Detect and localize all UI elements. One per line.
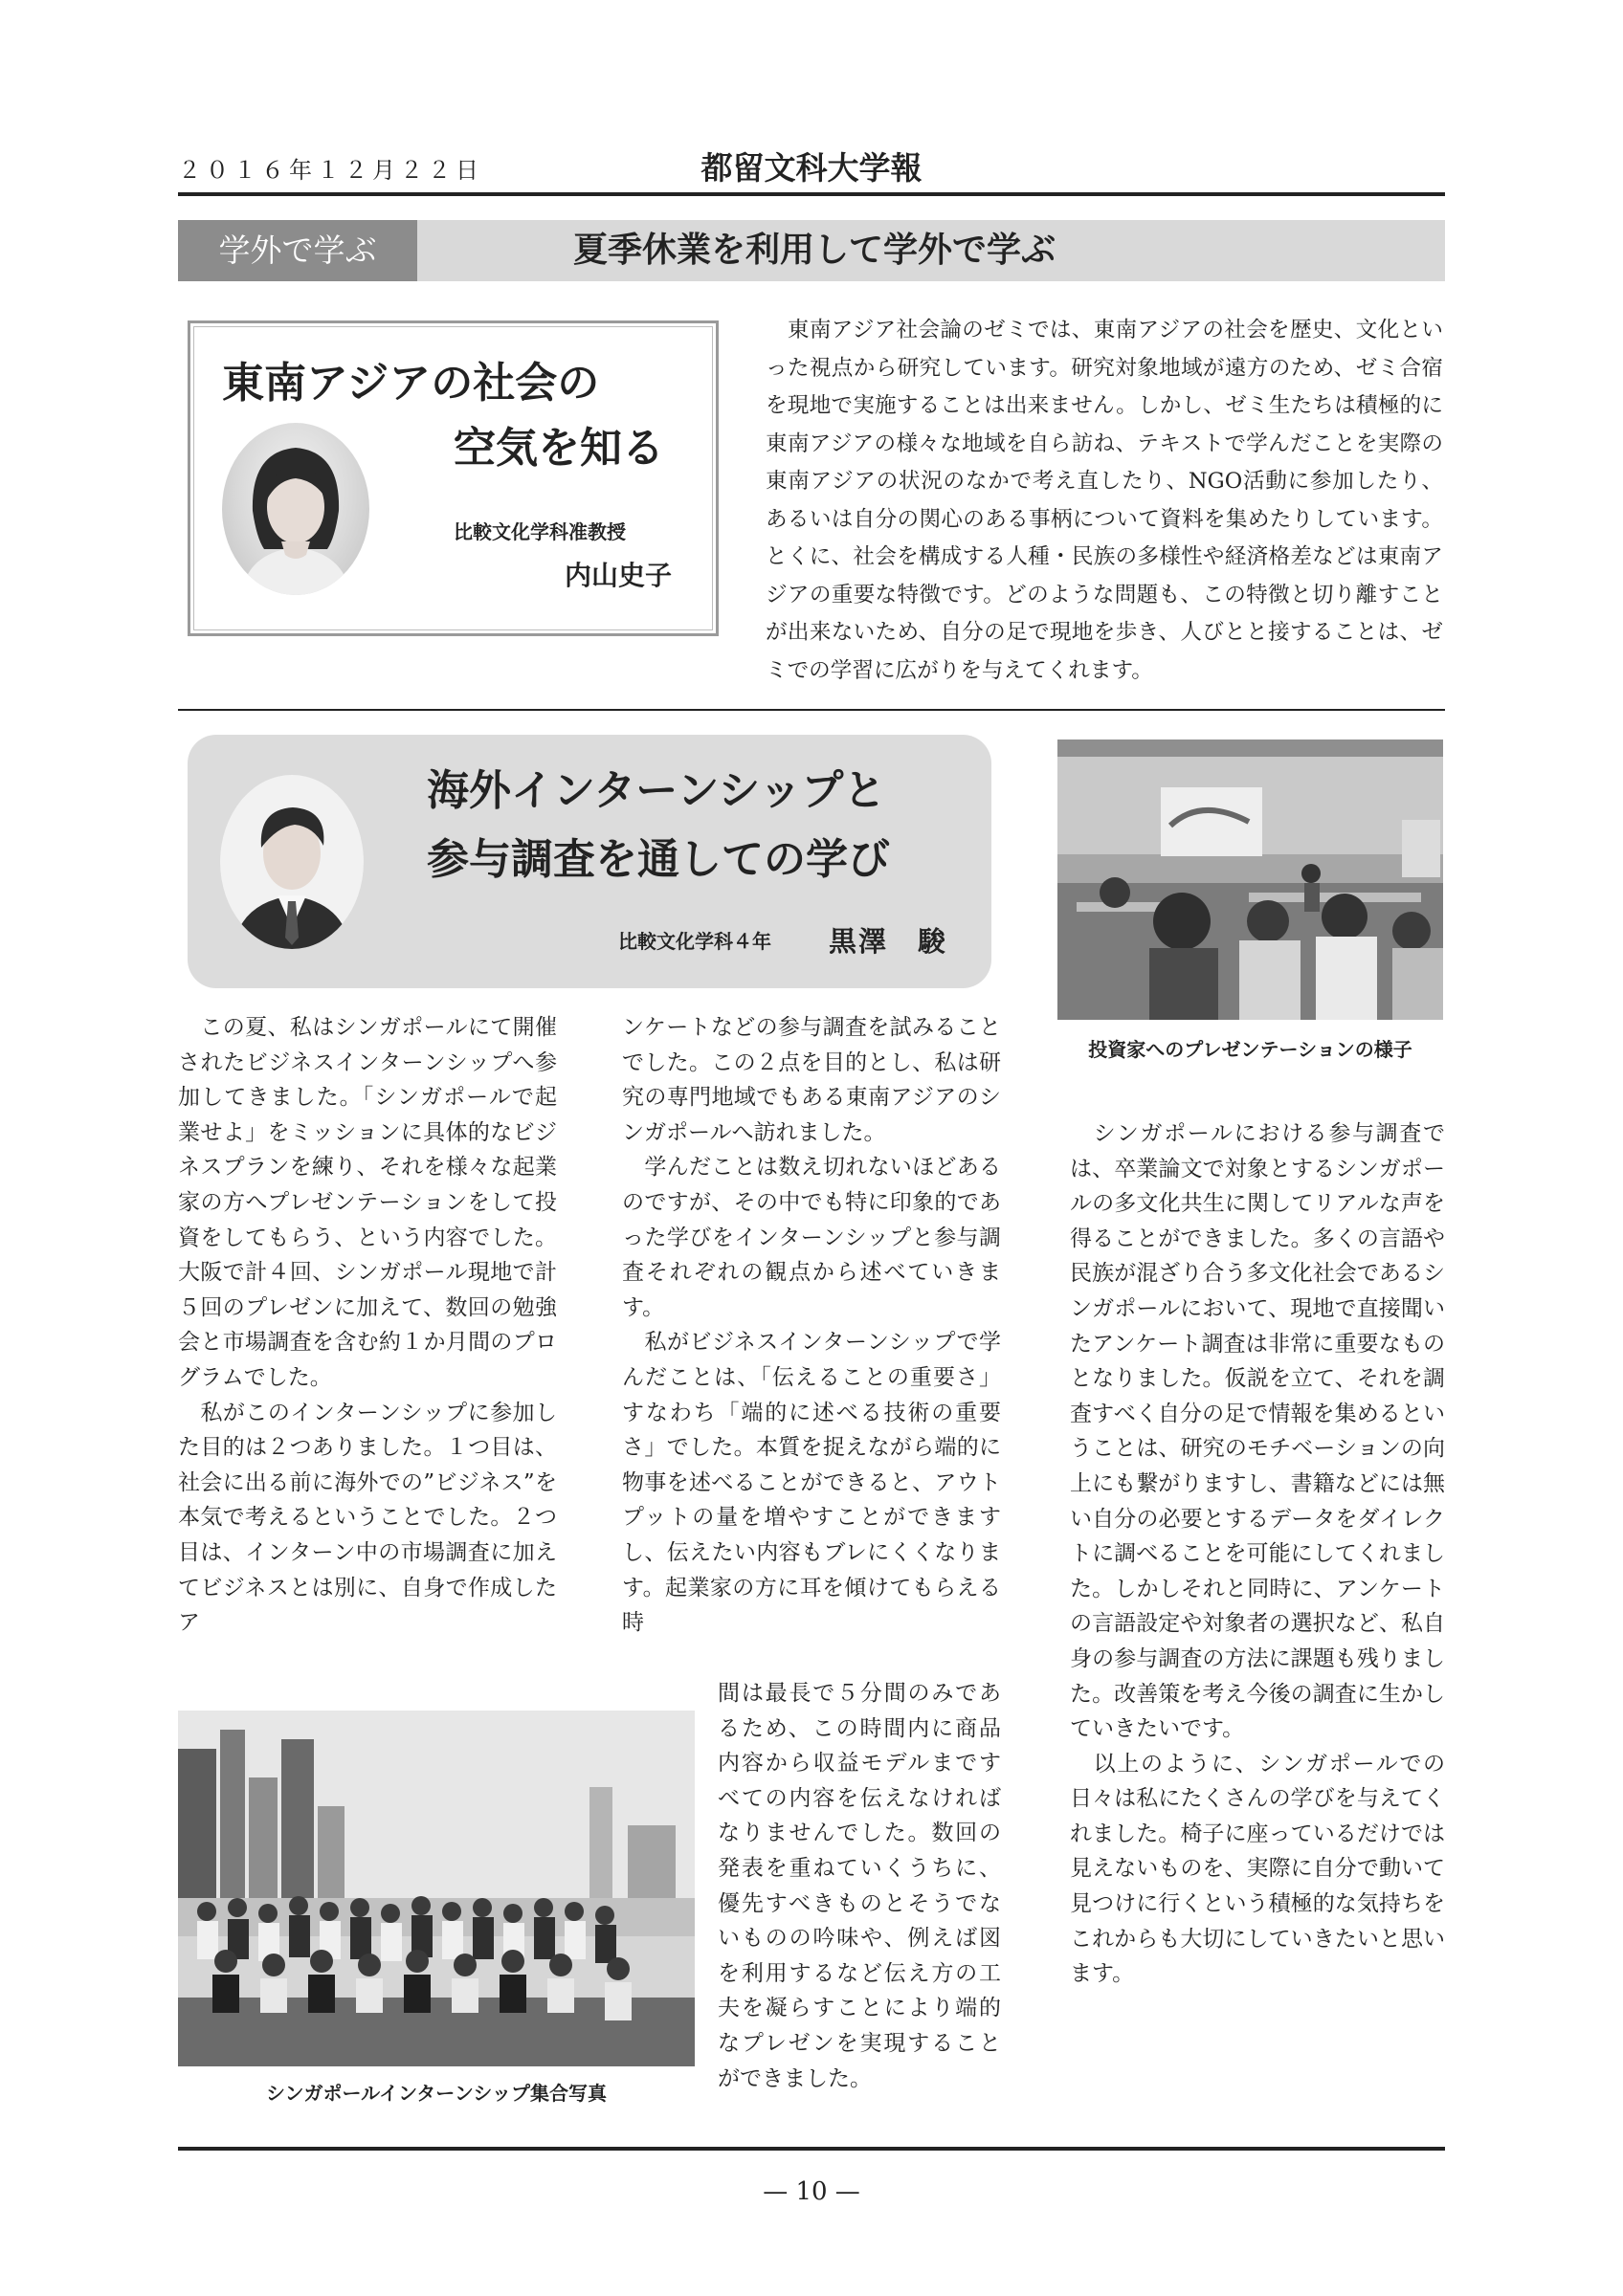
article1-author-role: 比較文化学科准教授: [454, 520, 626, 543]
article2-author-name: 黒澤 駿: [829, 925, 948, 958]
section-divider: [178, 709, 1445, 711]
footer-rule: [178, 2147, 1445, 2151]
header-rule: [178, 192, 1445, 196]
article1-title-line2: 空気を知る: [454, 424, 664, 473]
group-photo: [178, 1711, 695, 2066]
issue-date: ２０１６年１２月２２日: [178, 157, 483, 184]
article2-column2-continued: [718, 1676, 1001, 2096]
article2-column2: [622, 1010, 1001, 1641]
article1-author-portrait: [222, 423, 369, 595]
article2-title-line1: 海外インターンシップと: [427, 766, 886, 815]
article2-title-line2: 参与調査を通しての学び: [427, 835, 890, 884]
article2-column1-text: この夏、私はシンガポールにて開催されたビジネスインターンシップへ参加してきました。「シンガポールで起業せよ」をミッションに具体的なビジネスプランを練り、それを様々な起業家の方へプレゼンテーションをして投資をしてもらう、という内容でした。大阪で計４回、シンガポール現地で計５回のプレゼンに加えて、数回の勉強会と市場調査を含む約１か月間のプログラムでした。 私がこのインターンシップに参加した目的は２つありました。１つ目は、社会に出る前に海外での”ビジネス”を本気で考えるということでした。２つ目は、インターン中の市場調査に加えてビジネスとは別に、自身で作成したア: [178, 1015, 557, 1636]
article2-column3: [1070, 1116, 1445, 1992]
article1-body: 東南アジア社会論のゼミでは、東南アジアの社会を歴史、文化といった視点から研究しています。研究対象地域が遠方のため、ゼミ合宿を現地で実施することは出来ません。しかし、ゼミ生たちは積極的に東南アジアの様々な地域を自ら訪ね、テキストで学んだことを実際の東南アジアの状況のなかで考え直したり、NGO活動に参加したり、あるいは自分の関心のある事柄について資料を集めたりしています。とくに、社会を構成する人種・民族の多様性や経済格差などは東南アジアの重要な特徴です。どのような問題も、この特徴と切り離すことが出来ないため、自分の足で現地を歩き、人びとと接することは、ゼミでの学習に広がりを与えてくれます。: [766, 318, 1443, 683]
article1-title-line1: 東南アジアの社会の: [222, 359, 600, 408]
presentation-scene-image: [1057, 740, 1443, 1020]
article2-author-role: 比較文化学科４年: [618, 930, 771, 953]
page-number: — 10 —: [763, 2177, 860, 2206]
woman-portrait-icon: [222, 423, 369, 595]
section-tag: 学外で学ぶ: [178, 220, 417, 281]
publication-title: 都留文科大学報: [700, 149, 923, 187]
group-scene-image: [178, 1711, 695, 2066]
article2-column3-text: シンガポールにおける参与調査では、卒業論文で対象とするシンガポールの多文化共生に関してリアルな声を得ることができました。多くの言語や民族が混ざり合う多文化社会であるシンガポールにおいて、現地で直接聞いたアンケート調査は非常に重要なものとなりました。仮説を立て、それを調査すべく自分の足で情報を集めるということは、研究のモチベーションの向上にも繋がりますし、書籍などには無い自分の必要とするデータをダイレクトに調べることを可能にしてくれました。しかしそれと同時に、アンケートの言語設定や対象者の選択など、私自身の参与調査の方法に課題も残りました。改善策を考え今後の調査に生かしていきたいです。 以上のように、シンガポールでの日々は私にたくさんの学びを与えてくれました。椅子に座っているだけでは見えないものを、実際に自分で動いて見つけに行くという積極的な気持ちをこれからも大切にしていきたいと思います。: [1070, 1121, 1445, 1987]
section-heading: 夏季休業を利用して学外で学ぶ: [572, 231, 1056, 270]
article2-author-portrait: [220, 775, 364, 949]
group-photo-caption: シンガポールインターンシップ集合写真: [266, 2082, 607, 2105]
presentation-photo-caption: 投資家へのプレゼンテーションの様子: [1088, 1038, 1412, 1061]
article2-column2-text: ンケートなどの参与調査を試みることでした。この２点を目的とし、私は研究の専門地域でもある東南アジアのシンガポールへ訪れました。 学んだことは数え切れないほどあるのですが、その中でも特に印象的であった学びをインターンシップと参与調査それぞれの観点から述べていきます。 私がビジネスインターンシップで学んだことは、「伝えることの重要さ」すなわち「端的に述べる技術の重要さ」でした。本質を捉えながら端的に物事を述べることができると、アウトプットの量を増やすことができますし、伝えたい内容もブレにくくなります。起業家の方に耳を傾けてもらえる時: [622, 1015, 1002, 1636]
article2-column1: [178, 1010, 557, 1641]
man-portrait-icon: [220, 775, 364, 949]
article2-column2-continued-text: 間は最長で５分間のみであるため、この時間内に商品内容から収益モデルまですべての内容を伝えなければなりませんでした。数回の発表を重ねていくうちに、優先すべきものとそうでないものの吟味や、例えば図を利用するなど伝え方の工夫を凝らすことにより端的なプレゼンを実現することができました。: [718, 1681, 1001, 2091]
article1-author-name: 内山史子: [565, 560, 673, 591]
presentation-photo: [1057, 740, 1443, 1020]
